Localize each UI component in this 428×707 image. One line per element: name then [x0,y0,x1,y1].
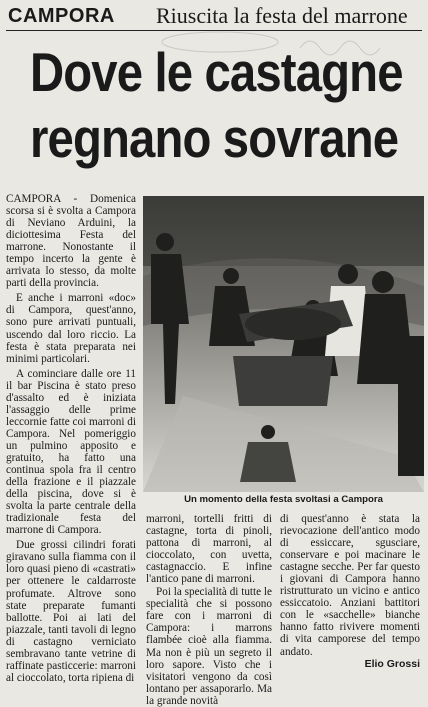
paragraph: CAMPORA - Domenica scorsa si è svolta a Campora di Neviano Arduini, la diciottesima Festa del marrone. Nonostante il tempo incerto la gente è arrivata lo stesso, da molte parti della provincia. [6,193,136,290]
paragraph: Poi la specialità di tutte le specialità che si possono fare con i marroni di Campora: i marrons flambée cioè alla fiamma. Ma non è più un segreto il loro sapore. Visto che i visitatori vengono da così lontano per assaporarlo. Ma la grande novità [146,586,272,707]
article-column-3 [280,513,420,670]
photo-caption: Un momento della festa svoltasi a Campora [184,494,383,505]
headline-line-2: regnano sovrane [29,107,399,169]
article-column-1 [6,193,136,684]
photo-illustration [143,196,424,492]
paragraph: marroni, tortelli fritti di castagne, torta di pinoli, pattona di marroni, al cioccolato, con uvetta, castagnaccio. E infine l'antico pane di marroni. [146,513,272,586]
paragraph: A cominciare dalle ore 11 il bar Piscina è stato preso d'assalto ed è iniziata l'assaggio delle prime leccornie fatte coi marroni di Campora. Nel pomeriggio un pulmino apposito e gratuito, ha fatto una continua spola fra il centro della frazione e il piazzale della piscina, dove si è svolta la parte centrale della tradizionale festa del marrone di Campora. [6,367,136,537]
article-photo [143,196,424,492]
article-column-2 [146,513,272,707]
paragraph: di quest'anno è stata la rievocazione dell'antico modo di essiccare, sgusciare, conservare e poi macinare le castagne secche. Per far questo i giovani di Campora hanno ristrutturato un vicino e antico essiccatoio. Anziani battitori con le «sacchelle» bianche hanno fatto rivivere momenti di vita camporese del tempo andato. [280,513,420,658]
author-signature: Elio Grossi [364,657,420,670]
kicker-subtitle: Riuscita la festa del marrone [156,3,408,28]
section-kicker [6,4,422,31]
kicker-place: CAMPORA [8,5,115,27]
paragraph: E anche i marroni «doc» di Campora, quest'anno, sono pure arrivati puntuali, uscendo dal loro riccio. La festa è stata preparata nei minimi particolari. [6,292,136,365]
headline-line-1: Dove le castagne [29,41,403,103]
paragraph: Due grossi cilindri forati giravano sulla fiamma con il loro quasi pieno di «castrati» per ottenere le caldarroste profumate. Altrove sono state preparate fumanti ballotte. Poi ai lati del piazzale, tanti tavoli di legno di castagno verniciato sembravano tante vetrine di raffinate pasticcerie: marroni al cioccolato, torta ripiena di [6,539,136,684]
